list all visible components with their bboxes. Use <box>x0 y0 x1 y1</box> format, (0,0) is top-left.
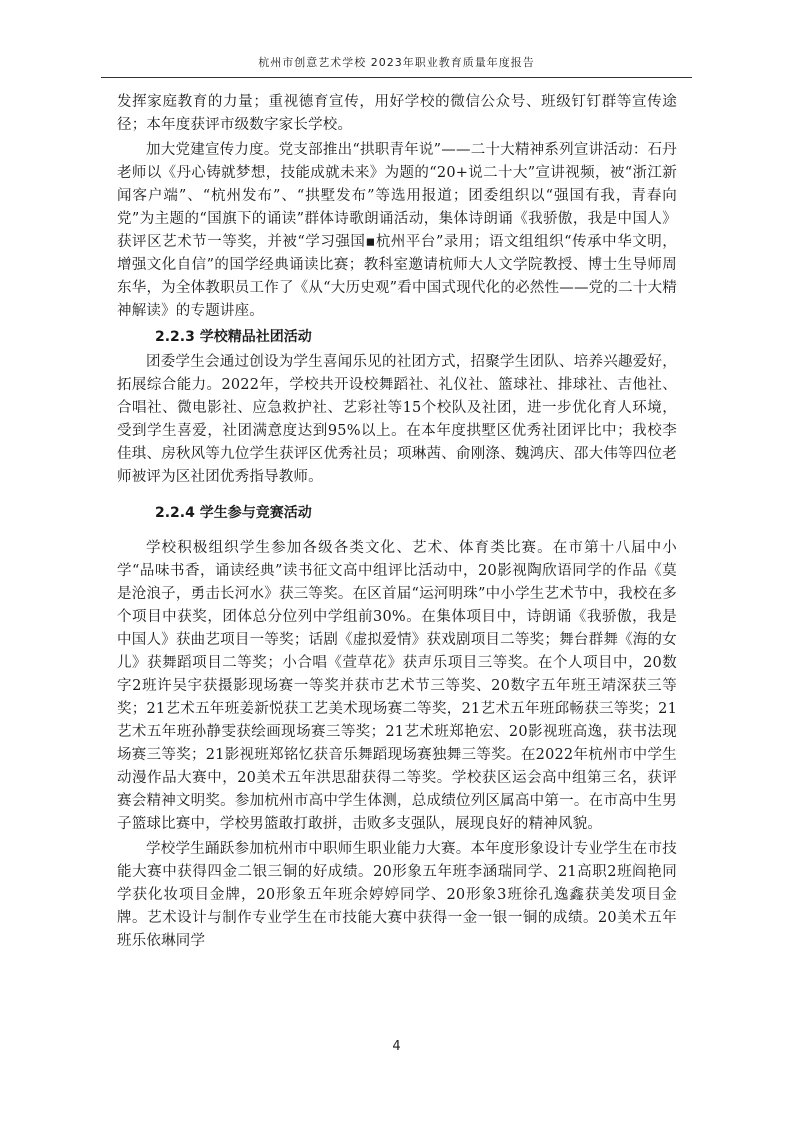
document-body <box>117 91 677 953</box>
paragraph-skills-contest: 学校学生踊跃参加杭州市中职师生职业能力大赛。本年度形象设计专业学生在市技能大赛中获得四金二银三铜的好成绩。20形象五年班李涵瑞同学、21高职2班阎艳同学获化妆项目金牌，20形象五年班余婷婷同学、20形象3班徐孔逸鑫获美发项目金牌。艺术设计与制作专业学生在市技能大赛中获得一金一银一铜的成绩。20美术五年班乐依琳同学 <box>117 841 677 949</box>
page-header: 杭州市创意艺术学校 2023年职业教育质量年度报告 <box>258 56 535 69</box>
paragraph-party-publicity: 加大党建宣传力度。党支部推出“拱职青年说”——二十大精神系列宣讲活动：石丹老师以《丹心铸就梦想，技能成就未来》为题的“20+说二十大”宣讲视频，被“浙江新闻客户端”、“杭州发布”、“拱墅发布”等选用报道；团委组织以“强国有我，青春向党”为主题的“国旗下的诵读”群体诗歌朗诵活动，集体诗朗诵《我骄傲，我是中国人》获评区艺术节一等奖，并被“学习强国▪杭州平台”录用；语文组组织“传承中华文明，增强文化自信”的国学经典诵读比赛；教科室邀请杭师大人文学院教授、博士生导师周东华，为全体教职员工作了《从“大历史观”看中国式现代化的必然性——党的二十大精神解读》的专题讲座。 <box>117 142 677 319</box>
section-heading-competitions: 2.2.4 学生参与竞赛活动 <box>155 505 312 521</box>
section-heading-clubs: 2.2.3 学校精品社团活动 <box>155 329 312 345</box>
paragraph-clubs: 团委学生会通过创设为学生喜闻乐见的社团方式，招聚学生团队、培养兴趣爱好，拓展综合能力。2022年，学校共开设校舞蹈社、礼仪社、篮球社、排球社、吉他社、合唱社、微电影社、应急救护社、艺彩社等15个校队及社团，进一步优化育人环境，受到学生喜爱，社团满意度达到95%以上。在本年度拱墅区优秀社团评比中；我校李佳琪、房秋风等九位学生获评区优秀社员；项琳茜、俞刚涤、魏鸿庆、邵大伟等四位老师被评为区社团优秀指导教师。 <box>117 354 677 485</box>
paragraph-competitions: 学校积极组织学生参加各级各类文化、艺术、体育类比赛。在市第十八届中小学“品味书香，诵读经典”读书征文高中组评比活动中，20影视陶欣语同学的作品《莫是沧浪子，勇击长河水》获三等奖。在区首届“运河明珠”中小学生艺术节中，我校在多个项目中获奖，团体总分位列中学组前30%。在集体项目中，诗朗诵《我骄傲，我是中国人》获曲艺项目一等奖；话剧《虚拟爱情》获戏剧项目二等奖；舞台群舞《海的女儿》获舞蹈项目二等奖；小合唱《萱草花》获声乐项目三等奖。在个人项目中，20数字2班许吴宇获摄影现场赛一等奖并获市艺术节三等奖、20数字五年班王靖深获三等奖；21艺术五年班姜新悦获工艺美术现场赛二等奖，21艺术五年班邱畅获三等奖；21艺术五年班孙静雯获绘画现场赛三等奖；21艺术班郑艳宏、20影视班高逸，获书法现场赛三等奖；21影视班郑铭忆获音乐舞蹈现场赛独舞三等奖。在2022年杭州市中学生动漫作品大赛中，20美术五年洪思甜获得二等奖。学校获区运会高中组第三名，获评赛会精神文明奖。参加杭州市高中学生体测，总成绩位列区属高中第一。在市高中生男子篮球比赛中，学校男篮敢打敢拼，击败多支强队，展现良好的精神风貌。 <box>117 540 677 832</box>
page-number: 4 <box>392 1039 401 1054</box>
paragraph-family-education: 发挥家庭教育的力量；重视德育宣传，用好学校的微信公众号、班级钉钉群等宣传途径；本年度获评市级数字家长学校。 <box>117 94 677 133</box>
header-divider <box>101 77 692 78</box>
